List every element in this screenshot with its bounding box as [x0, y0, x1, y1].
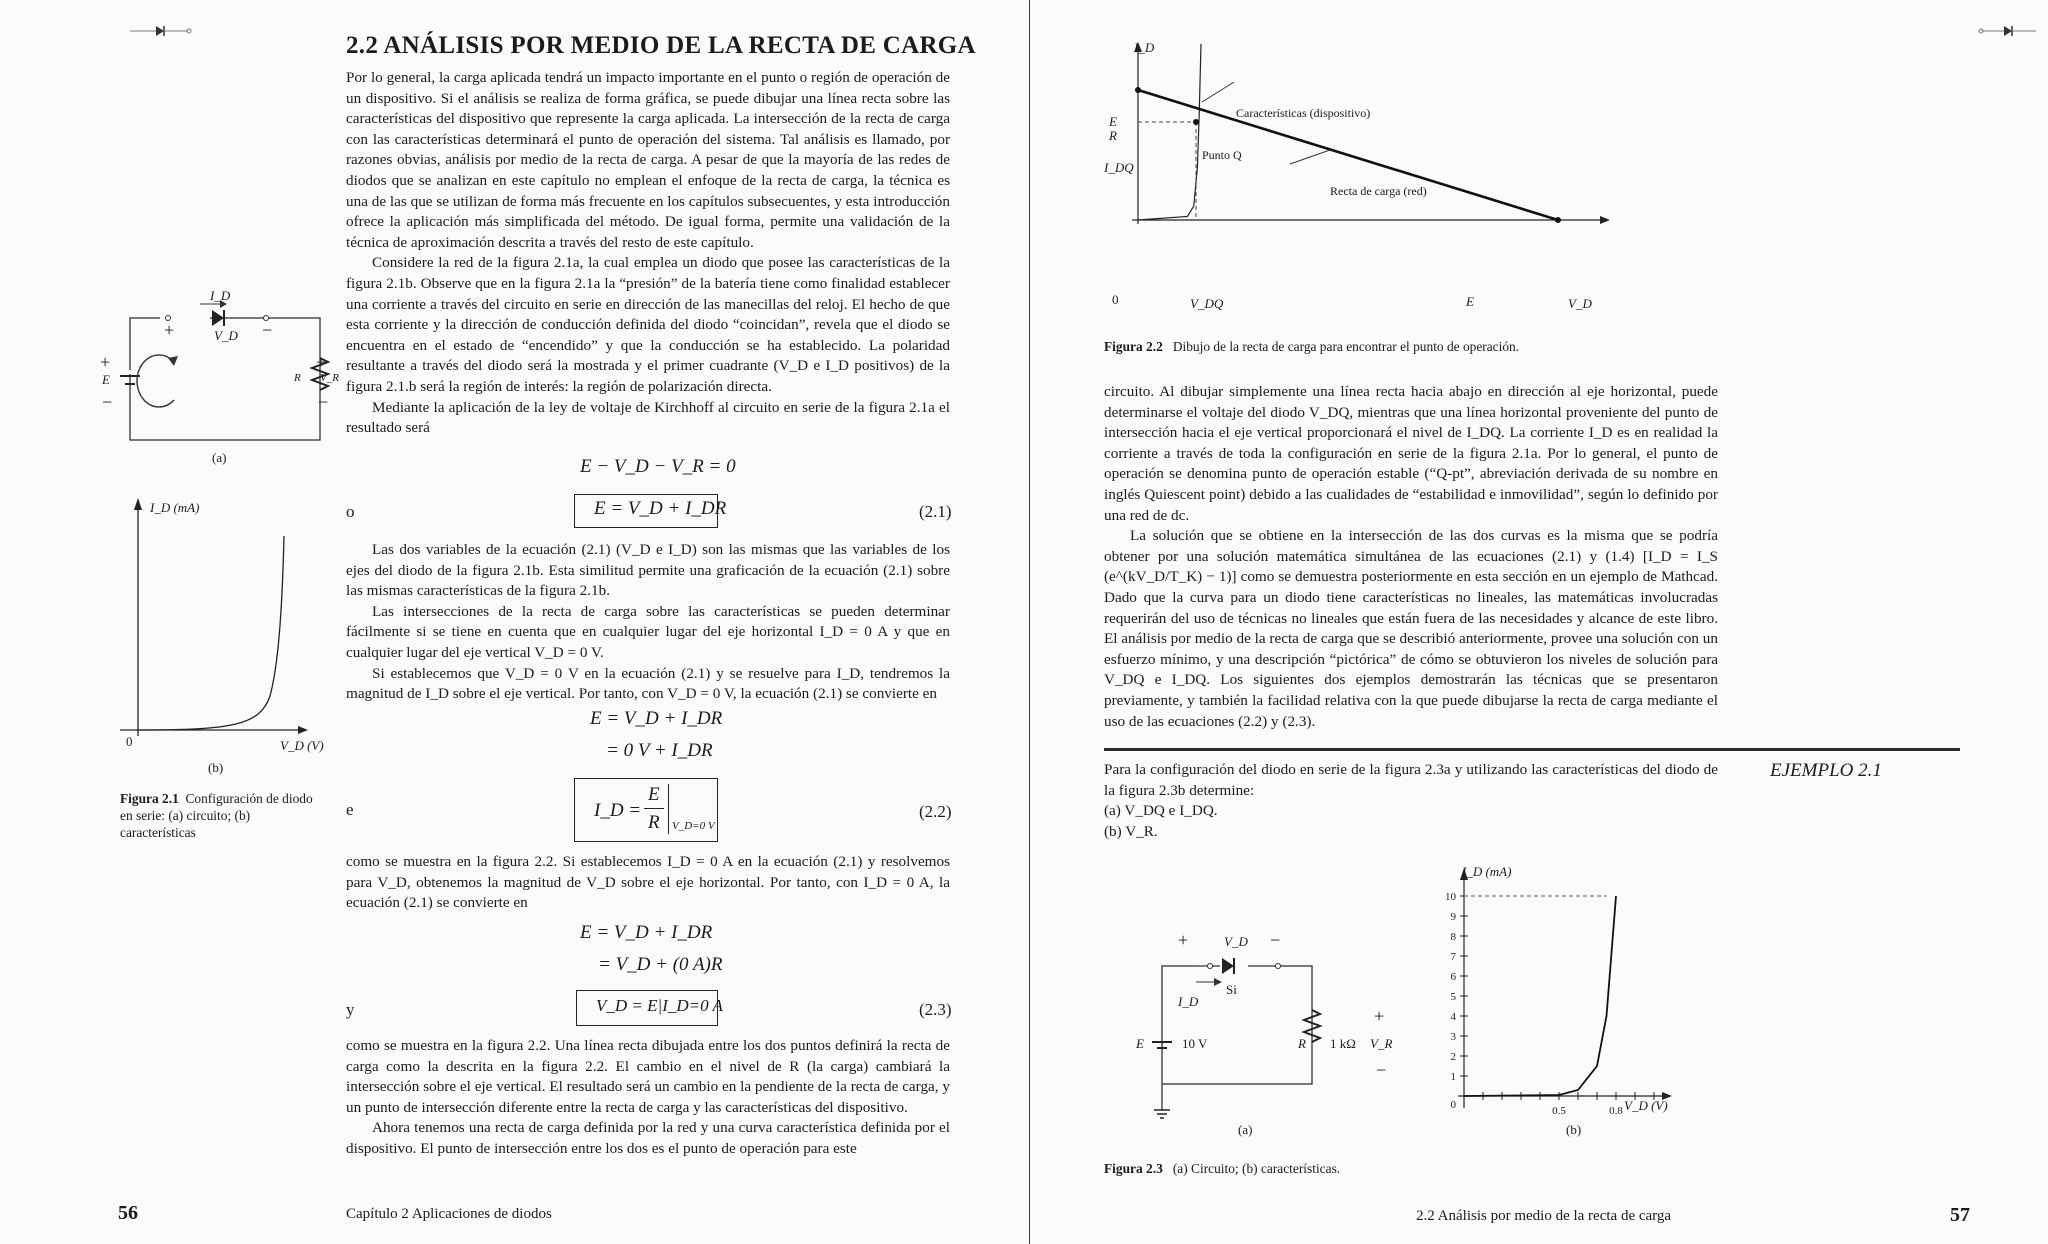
fig23-si-label: Si: [1226, 982, 1237, 997]
fig22-x-axis-label: V_D: [1568, 296, 1592, 311]
fig22-y-axis-label: I_D: [1134, 40, 1155, 55]
fig21-minus-r: −: [318, 392, 329, 412]
fig22-device-curve: [1138, 44, 1201, 220]
fig21-y-axis-label: I_D (mA): [150, 500, 200, 515]
fig22-x-arrow: [1600, 216, 1610, 224]
fig23-vr-label: V_R: [1370, 1036, 1393, 1051]
fig21-origin: 0: [126, 734, 133, 749]
figure-2-1a-circuit: [90, 280, 350, 470]
fig23-minus-r: −: [1376, 1060, 1387, 1080]
diode-ornament-icon: [130, 24, 192, 38]
fig23-y-tick-label-10: 10: [1445, 891, 1456, 903]
equation-2-1-number: (2.1): [919, 502, 952, 521]
label-e: e: [346, 800, 354, 819]
fig23-y-axis-label: I_D (mA): [1462, 864, 1512, 879]
fig22-e-tick: E: [1466, 294, 1474, 309]
fig23-y-tick-label-1: 1: [1450, 1071, 1456, 1083]
evaluation-bar: [668, 784, 669, 834]
equation-2-2-numerator: E: [648, 784, 660, 805]
fig23-e-value: 10 V: [1182, 1036, 1208, 1051]
fig23-id-label: I_D: [1178, 994, 1199, 1009]
fig21-id-label: I_D: [210, 288, 231, 303]
diode-ornament-right-icon: [1978, 24, 2040, 38]
example-rule: [1104, 748, 1960, 751]
fig23-diode-curve: [1464, 896, 1616, 1096]
equation-c2: = V_D + (0 A)R: [598, 954, 723, 975]
fig21-x-axis-label: V_D (V): [280, 738, 324, 753]
paragraph-id-zero: como se muestra en la figura 2.2. Si establecemos I_D = 0 A en la ecuación (2.1) y resolvemos para V_D, obtenemos la magnitud de V_D sobre el eje horizontal. Por tanto, con I_D = 0 A, la ecuación (2.1) se convierte en: [346, 853, 950, 912]
equation-2-3: V_D = E|I_D=0 A: [596, 996, 723, 1015]
figure-2-3-caption: Figura 2.3 (a) Circuito; (b) características.: [1104, 1161, 1341, 1176]
fig23-r-value: 1 kΩ: [1330, 1036, 1356, 1051]
fig21-vd-label: V_D: [214, 328, 238, 343]
equation-b2: = 0 V + I_DR: [606, 740, 713, 761]
label-o: o: [346, 502, 355, 521]
section-heading: 2.2 ANÁLISIS POR MEDIO DE LA RECTA DE CARGA: [346, 32, 976, 59]
paragraph-load-line: como se muestra en la figura 2.2. Una línea recta dibujada entre los dos puntos definirá la recta de carga como la descrita en la figura 2.2. El cambio en el nivel de R (la carga) cambiará la intersección sobre el eje vertical. El resultado será un cambio en la pendiente de la recta de carga, y un punto de intersección diferente entre la recta de carga y las características del dispositivo. Ahora tenemos una recta de carga definida por la red y una curva característica definida por el dispositivo. El punto de intersección entre los dos es el punto de operación para este: [346, 1037, 950, 1157]
fig23-y-tick-label-8: 8: [1450, 931, 1456, 943]
fig21-label-a: (a): [212, 450, 227, 465]
figure-2-1b-characteristic: [110, 496, 310, 756]
fig21-r-label: R: [294, 372, 301, 384]
fig21-plus-e: +: [100, 352, 111, 372]
fig22-characteristics-label: Características (dispositivo): [1236, 106, 1371, 120]
page-right: [1030, 0, 2048, 1244]
fig21-label-b: (b): [208, 760, 224, 775]
fig23-x-tick-label-0.8: 0.8: [1609, 1105, 1623, 1117]
fig22-idq-label: I_DQ: [1104, 160, 1134, 175]
fig22-origin: 0: [1112, 292, 1119, 307]
fig22-e-over-r-top: E: [1109, 114, 1117, 129]
fig23-minus-vd: −: [1270, 930, 1281, 950]
figure-2-2-caption: Figura 2.2 Dibujo de la recta de carga para encontrar el punto de operación.: [1104, 339, 1520, 354]
fig23-y-tick-label-2: 2: [1450, 1051, 1456, 1063]
fig22-q-point: [1193, 119, 1199, 125]
fig23-label-b: (b): [1566, 1122, 1582, 1137]
footer-chapter: Capítulo 2 Aplicaciones de diodos: [346, 1206, 552, 1222]
figure-2-2-chart: [1108, 34, 1628, 314]
example-title: EJEMPLO 2.1: [1770, 760, 1882, 781]
fig22-char-leader: [1202, 82, 1234, 102]
diode-curve-2-1: [138, 536, 284, 730]
example-statement: Para la configuración del diodo en serie de la figura 2.3a y utilizando las características del diodo de la figura 2.3b determine: (a) V_DQ e I_DQ. (b) V_R.: [1104, 761, 1718, 840]
equation-kvl: E − V_D − V_R = 0: [580, 456, 736, 477]
paragraph-variables: Las dos variables de la ecuación (2.1) (V_D e I_D) son las mismas que las variables de los ejes del diodo de la figura 2.1b. Esta similitud permite una graficación de la ecuación (2.1) sobre las mismas características de la figura 2.1b. Las intersecciones de la recta de carga sobre las características se pueden determinar fácilmente si se tiene en cuenta que en cualquier lugar del eje horizontal I_D = 0 A y que en cualquier lugar del eje vertical V_D = 0 V. Si establecemos que V_D = 0 V en la ecuación (2.1) y se resuelve para I_D, tendremos la magnitud de I_D sobre el eje vertical. Por tanto, con V_D = 0 V, la ecuación (2.1) se convierte en: [346, 541, 950, 703]
fig21-minus-e: −: [102, 392, 113, 412]
paragraph-q-point: circuito. Al dibujar simplemente una línea recta hacia abajo en dirección al eje horizontal, puede determinarse el voltaje del diodo V_DQ, mientras que una línea horizontal proveniente del punto de intersección hacia el eje vertical proporcionará el nivel de I_DQ. La corriente I_D es en realidad la corriente a través de toda la configuración en serie de la figura 2.1a. Por lo general, el punto de operación se denomina punto de operación estable (“Q-pt”, abreviación derivada de su nombre en inglés Quiescent point) debido a las cualidades de “estabilidad e inmovilidad”, según lo definido por una red de dc. La solución que se obtiene en la intersección de las dos curvas es la misma que se podría obtener por una solución matemática simultánea de las ecuaciones (2.1) y (1.4) [I_D = I_S (e^(kV_D/T_K) − 1)] como se demuestra posteriormente en esta sección en un ejemplo de Mathcad. Dado que la curva para un diodo tiene características no lineales, las matemáticas involucradas requerirán del uso de técnicas no lineales que están fuera de las necesidades y alcance de este libro. El análisis por medio de la recta de carga que se describió anteriormente, provee una solución con un esfuerzo mínimo, y una descripción “pictórica” de cómo se obtuvieron los niveles de solución para V_DQ e I_DQ. Los siguientes dos ejemplos demostrarán las técnicas que se presentaron previamente, y también la facilidad relativa con la que puede dibujarse la recta de carga mediante el uso de las ecuaciones (2.2) y (2.3).: [1104, 383, 1718, 730]
paragraph-intro: Por lo general, la carga aplicada tendrá un impacto importante en el punto o región de operación de un dispositivo. Si el análisis se realiza de forma gráfica, se puede dibujar una línea recta sobre las características del dispositivo que represente la carga aplicada. La intersección de la recta de carga con las características determinará el punto de operación del sistema. Tal análisis es llamado, por razones obvias, análisis por medio de la recta de carga. A pesar de que la mayoría de las redes de diodos que se analizan en este capítulo no emplean el enfoque de la recta de carga, la técnica es una de las que se utilizan de forma más frecuente en los capítulos subsecuentes, y esta introducción ofrece la aplicación más simplificada del método. De igual forma, permite una validación de la técnica de aproximación descrita a través del resto de este capítulo. Considere la red de la figura 2.1a, la cual emplea un diodo que posee las características de la figura 2.1b. Observe que en la figura 2.1a la “presión” de la batería tiene como finalidad establecer una corriente a través del circuito en serie en dirección de las manecillas del reloj. El hecho de que esta corriente y la dirección de conducción definida del diodo “coincidan”, revela que el diodo se encuentra en el estado de “encendido” y que la conducción se ha establecido. La polaridad resultante a través del diodo será la mostrada y el primer cuadrante (V_D e I_D positivos) de la figura 2.1.b será la región de interés: la región de polarización directa. Mediante la aplicación de la ley de voltaje de Kirchhoff al circuito en serie de la figura 2.1a el resultado será: [346, 69, 950, 437]
fig23-x-tick-label-0.5: 0.5: [1552, 1105, 1566, 1117]
fig22-load-line-start: [1135, 87, 1141, 93]
equation-2-2-lhs: I_D =: [594, 800, 642, 821]
fig22-e-over-r-bottom: R: [1109, 128, 1117, 143]
equation-2-3-number: (2.3): [919, 1000, 952, 1019]
fig23-plus-vd: +: [1178, 930, 1189, 950]
fig21-e-label: E: [102, 372, 110, 387]
figure-2-3b-chart: [1430, 862, 1690, 1132]
equation-c1: E = V_D + I_DR: [580, 922, 713, 943]
fig23-vd-label: V_D: [1224, 934, 1248, 949]
page-number-left: 56: [118, 1202, 138, 1224]
equation-2-2-denominator: R: [648, 812, 660, 833]
fig23-y-tick-label-4: 4: [1450, 1011, 1456, 1023]
fig22-load-line-label: Recta de carga (red): [1330, 184, 1427, 198]
page-number-right: 57: [1950, 1204, 1970, 1226]
equation-2-2-condition: V_D=0 V: [672, 820, 715, 832]
fig22-q-point-label: Punto Q: [1202, 148, 1242, 162]
fig22-load-line-end: [1555, 217, 1561, 223]
fraction-bar: [644, 808, 664, 809]
fig23-label-a: (a): [1238, 1122, 1253, 1137]
figure-2-1-caption: Figura 2.1 Configuración de diodo en serie: (a) circuito; (b) características: [120, 791, 313, 840]
footer-section: 2.2 Análisis por medio de la recta de carga: [1416, 1208, 1672, 1224]
fig21-plus-r: +: [316, 352, 327, 372]
fig23-e-label: E: [1136, 1036, 1144, 1051]
fig23-y-tick-label-7: 7: [1450, 951, 1456, 963]
si-diode-symbol: [1222, 958, 1234, 974]
fig21-vr-label: V_R: [320, 372, 339, 384]
equation-2-2-number: (2.2): [919, 802, 952, 821]
fig23-y-tick-label-5: 5: [1450, 991, 1456, 1003]
label-y: y: [346, 1000, 355, 1019]
equation-b1: E = V_D + I_DR: [590, 708, 723, 729]
fig23-y-tick-label-3: 3: [1450, 1031, 1456, 1043]
equation-2-1: E = V_D + I_DR: [594, 498, 727, 519]
fig23-plus-r: +: [1374, 1006, 1385, 1026]
fig23-y-tick-label-6: 6: [1450, 971, 1456, 983]
fig23-y-tick-label-9: 9: [1450, 911, 1456, 923]
diode-symbol: [212, 310, 224, 326]
fig22-load-leader: [1290, 150, 1330, 164]
fig23-r-label: R: [1298, 1036, 1306, 1051]
fig21-minus-vd: −: [262, 320, 273, 340]
fig22-vdq-label: V_DQ: [1190, 296, 1224, 311]
fig21-plus-vd: +: [164, 320, 175, 340]
fig23-origin: 0: [1450, 1099, 1456, 1111]
fig23-x-axis-label: V_D (V): [1624, 1098, 1668, 1113]
